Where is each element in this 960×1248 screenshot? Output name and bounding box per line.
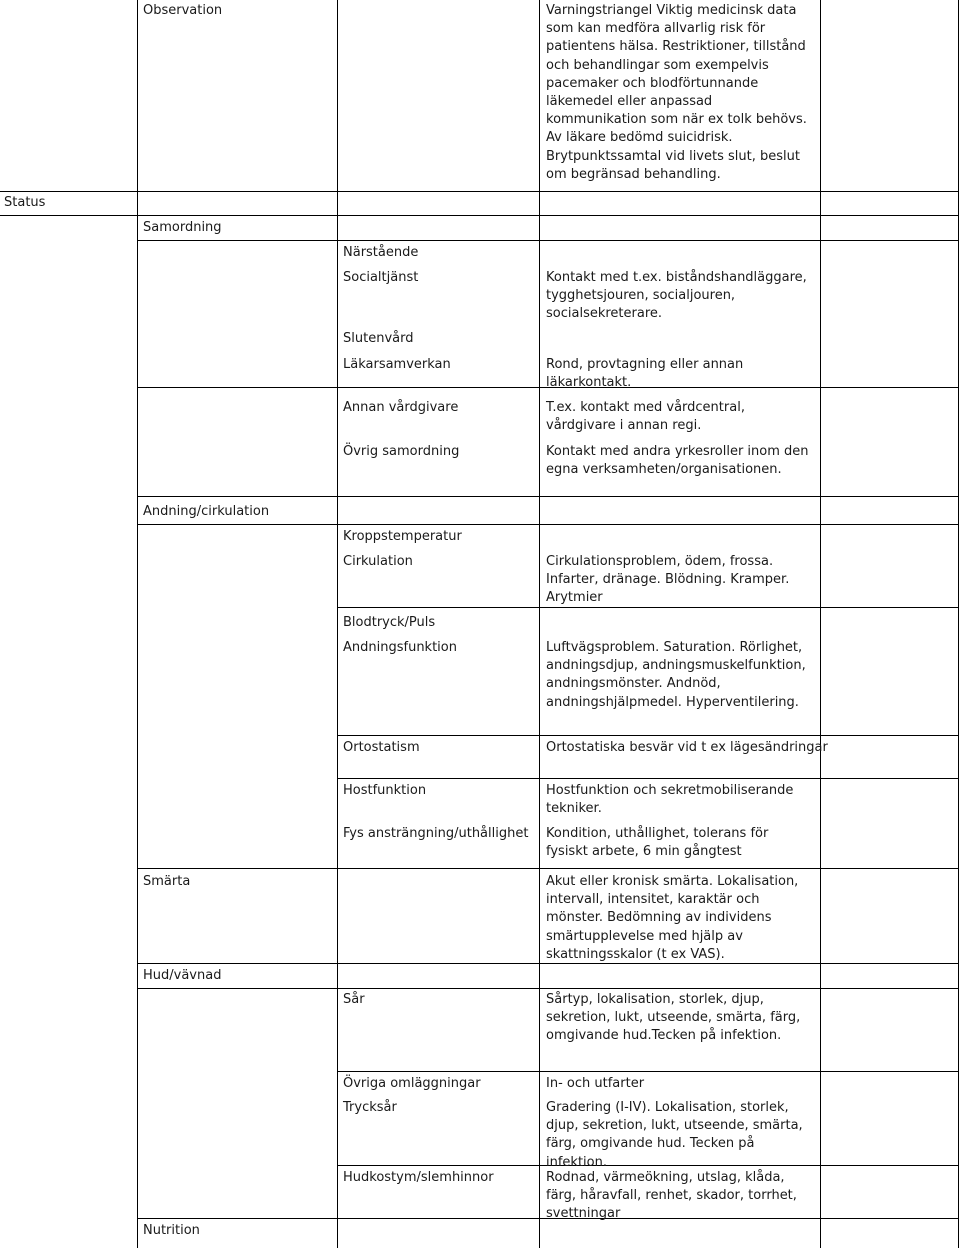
- row-divider: [137, 496, 959, 497]
- cirkulation-label: Cirkulation: [343, 554, 413, 569]
- observation-description: Varningstriangel Viktig medicinsk data som kan medföra allvarlig risk för patientens hälsa. Restriktioner, tillstånd och behandlingar som exempelvis pacemaker och blodförtunnande läkemedel eller anpassad kommunikation som när ex tolk behövs. Av läkare bedömd suicidrisk. Brytpunktssamtal vid livets slut, beslut om begränsad behandling.: [546, 3, 807, 182]
- socialtjanst-description: Kontakt med t.ex. biståndshandläggare, tygghetsjouren, socialjouren, socialsekreterare.: [546, 270, 807, 322]
- hudkostym-label: Hudkostym/slemhinnor: [343, 1170, 494, 1185]
- andningsfunktion-label: Andningsfunktion: [343, 640, 457, 655]
- blodtryck-puls-label: Blodtryck/Puls: [343, 615, 436, 630]
- hud-vavnad-label: Hud/vävnad: [143, 968, 222, 983]
- row-divider: [137, 524, 959, 525]
- slutenvard-label: Slutenvård: [343, 331, 414, 346]
- col-divider: [539, 0, 540, 1248]
- smarta-description: Akut eller kronisk smärta. Lokalisation, intervall, intensitet, karaktär och mönster. Bedömning av individens smärtupplevelse med hjälp av skattningsskalor (t ex VAS).: [546, 874, 799, 962]
- col-divider: [337, 0, 338, 1248]
- annan-vardgivare-label: Annan vårdgivare: [343, 400, 459, 415]
- status-label: Status: [4, 195, 46, 210]
- andning-cirkulation-label: Andning/cirkulation: [143, 504, 270, 519]
- nutrition-label: Nutrition: [143, 1223, 200, 1238]
- row-divider: [337, 1071, 959, 1072]
- row-divider: [0, 191, 959, 192]
- row-divider: [337, 735, 959, 736]
- ovrig-samordning-description: Kontakt med andra yrkesroller inom den egna verksamheten/organisationen.: [546, 444, 809, 478]
- hostfunktion-description: Hostfunktion och sekretmobiliserande tekniker.: [546, 783, 794, 817]
- row-divider: [337, 778, 959, 779]
- fys-anstrangning-description: Kondition, uthållighet, tolerans för fysiskt arbete, 6 min gångtest: [546, 826, 769, 860]
- lakarsamverkan-label: Läkarsamverkan: [343, 357, 451, 372]
- ortostatism-label: Ortostatism: [343, 740, 420, 755]
- annan-vardgivare-description: T.ex. kontakt med vårdcentral, vårdgivare i annan regi.: [546, 400, 745, 434]
- fys-anstrangning-label: Fys ansträngning/uthållighet: [343, 826, 529, 841]
- smarta-label: Smärta: [143, 874, 191, 889]
- socialtjanst-label: Socialtjänst: [343, 270, 419, 285]
- sar-description: Sårtyp, lokalisation, storlek, djup, sekretion, lukt, utseende, smärta, färg, omgivande hud.Tecken på infektion.: [546, 992, 801, 1044]
- sar-label: Sår: [343, 992, 365, 1007]
- col-divider: [137, 0, 138, 1248]
- narstaende-label: Närstående: [343, 245, 419, 260]
- andningsfunktion-description: Luftvägsproblem. Saturation. Rörlighet, andningsdjup, andningsmuskelfunktion, andningsmönster. Andnöd, andningshjälpmedel. Hyperventilering.: [546, 640, 806, 710]
- ovriga-omlaggningar-label: Övriga omläggningar: [343, 1076, 481, 1091]
- trycksar-description: Gradering (I-IV). Lokalisation, storlek, djup, sekretion, lukt, utseende, smärta, färg, omgivande hud. Tecken på infektion.: [546, 1100, 803, 1170]
- row-divider: [137, 868, 959, 869]
- row-divider: [137, 988, 959, 989]
- ovrig-samordning-label: Övrig samordning: [343, 444, 460, 459]
- ovriga-omlaggningar-description: In- och utfarter: [546, 1076, 645, 1091]
- observation-label: Observation: [143, 3, 223, 18]
- hostfunktion-label: Hostfunktion: [343, 783, 427, 798]
- cirkulation-description: Cirkulationsproblem, ödem, frossa. Infarter, dränage. Blödning. Kramper. Arytmier: [546, 554, 790, 606]
- trycksar-label: Trycksår: [343, 1100, 397, 1115]
- row-divider: [137, 240, 959, 241]
- hudkostym-description: Rodnad, värmeökning, utslag, klåda, färg, håravfall, renhet, skador, torrhet, svettningar: [546, 1170, 797, 1222]
- ortostatism-description: Ortostatiska besvär vid t ex lägesändringar: [546, 740, 828, 755]
- row-divider: [0, 215, 959, 216]
- lakarsamverkan-description: Rond, provtagning eller annan läkarkontakt.: [546, 357, 744, 391]
- kroppstemperatur-label: Kroppstemperatur: [343, 529, 462, 544]
- col-divider: [820, 0, 821, 1248]
- col-divider: [958, 0, 959, 1248]
- samordning-label: Samordning: [143, 220, 222, 235]
